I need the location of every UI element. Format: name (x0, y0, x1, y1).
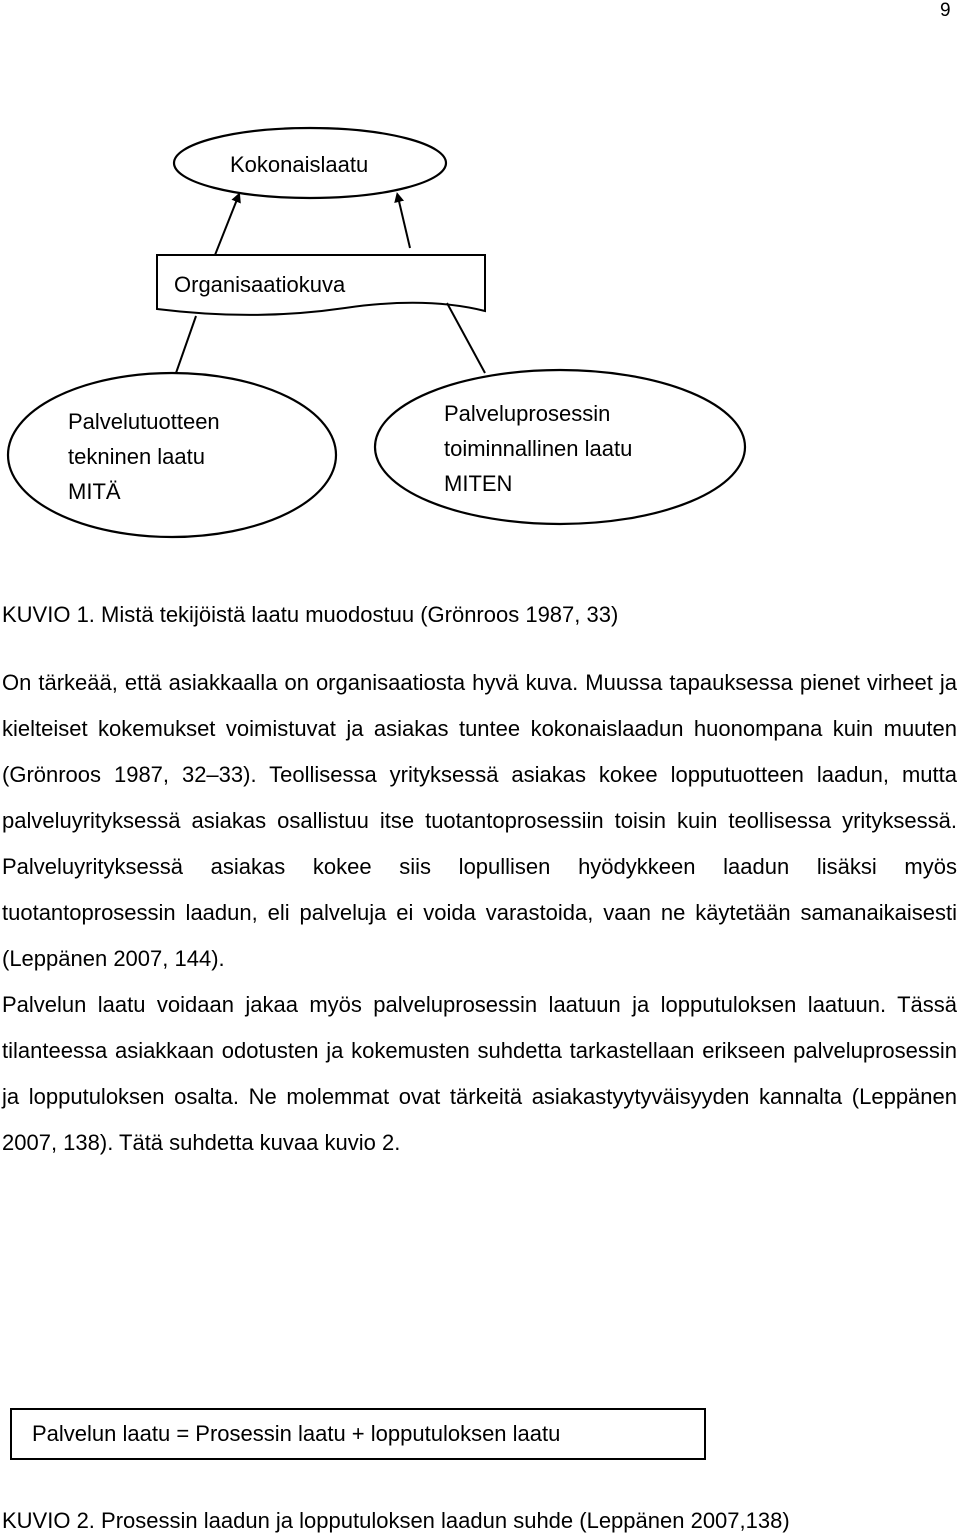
functional-quality-line-1: Palveluprosessin (444, 401, 611, 426)
technical-quality-text (68, 404, 220, 509)
paragraph-1: On tärkeää, että asiakkaalla on organisaatiosta hyvä kuva. Muussa tapauksessa pienet virheet ja kielteiset kokemukset voimistuvat ja asiakas tuntee kokonaislaadun huonompana kuin muuten (Grönroos 1987, 32–33). Teollisessa yrityksessä asiakas kokee lopputuotteen laadun, mutta palveluyrityksessä asiakas osallistuu itse tuotantoprosessiin toisin kuin teollisessa yrityksessä. Palveluyrityksessä asiakas kokee siis lopullisen hyödykkeen laadun lisäksi myös tuotantoprosessin laadun, eli palveluja ei voida varastoida, vaan ne käytetään samanaikaisesti (Leppänen 2007, 144). (2, 670, 957, 971)
arrow-right-to-top (398, 197, 410, 248)
technical-quality-line-1: Palvelutuotteen (68, 409, 220, 434)
technical-quality-line-3: MITÄ (68, 479, 121, 504)
organization-image-label: Organisaatiokuva (174, 272, 346, 297)
functional-quality-line-3: MITEN (444, 471, 513, 496)
arrow-left-to-top (215, 197, 238, 255)
line-org-to-right (447, 303, 485, 373)
quality-formula-box: Palvelun laatu = Prosessin laatu + lopputuloksen laatu (10, 1408, 706, 1460)
figure-1-caption: KUVIO 1. Mistä tekijöistä laatu muodostuu (Grönroos 1987, 33) (2, 602, 619, 627)
quality-diagram (0, 0, 960, 600)
figure-2-caption: KUVIO 2. Prosessin laadun ja lopputuloksen laadun suhde (Leppänen 2007,138) (2, 1508, 790, 1533)
total-quality-label: Kokonaislaatu (230, 152, 369, 177)
body-text (2, 660, 957, 1166)
functional-quality-text (444, 396, 632, 501)
functional-quality-line-2: toiminnallinen laatu (444, 436, 633, 461)
line-org-to-left (176, 316, 196, 373)
paragraph-2: Palvelun laatu voidaan jakaa myös palveluprosessin laatuun ja lopputuloksen laatuun. Tässä tilanteessa asiakkaan odotusten ja kokemusten suhdetta tarkastellaan erikseen palveluprosessin ja lopputuloksen osalta. Ne molemmat ovat tärkeitä asiakastyytyväisyyden kannalta (Leppänen 2007, 138). Tätä suhdetta kuvaa kuvio 2. (2, 992, 957, 1155)
technical-quality-line-2: tekninen laatu (68, 444, 205, 469)
page-number: 9 (940, 0, 951, 21)
